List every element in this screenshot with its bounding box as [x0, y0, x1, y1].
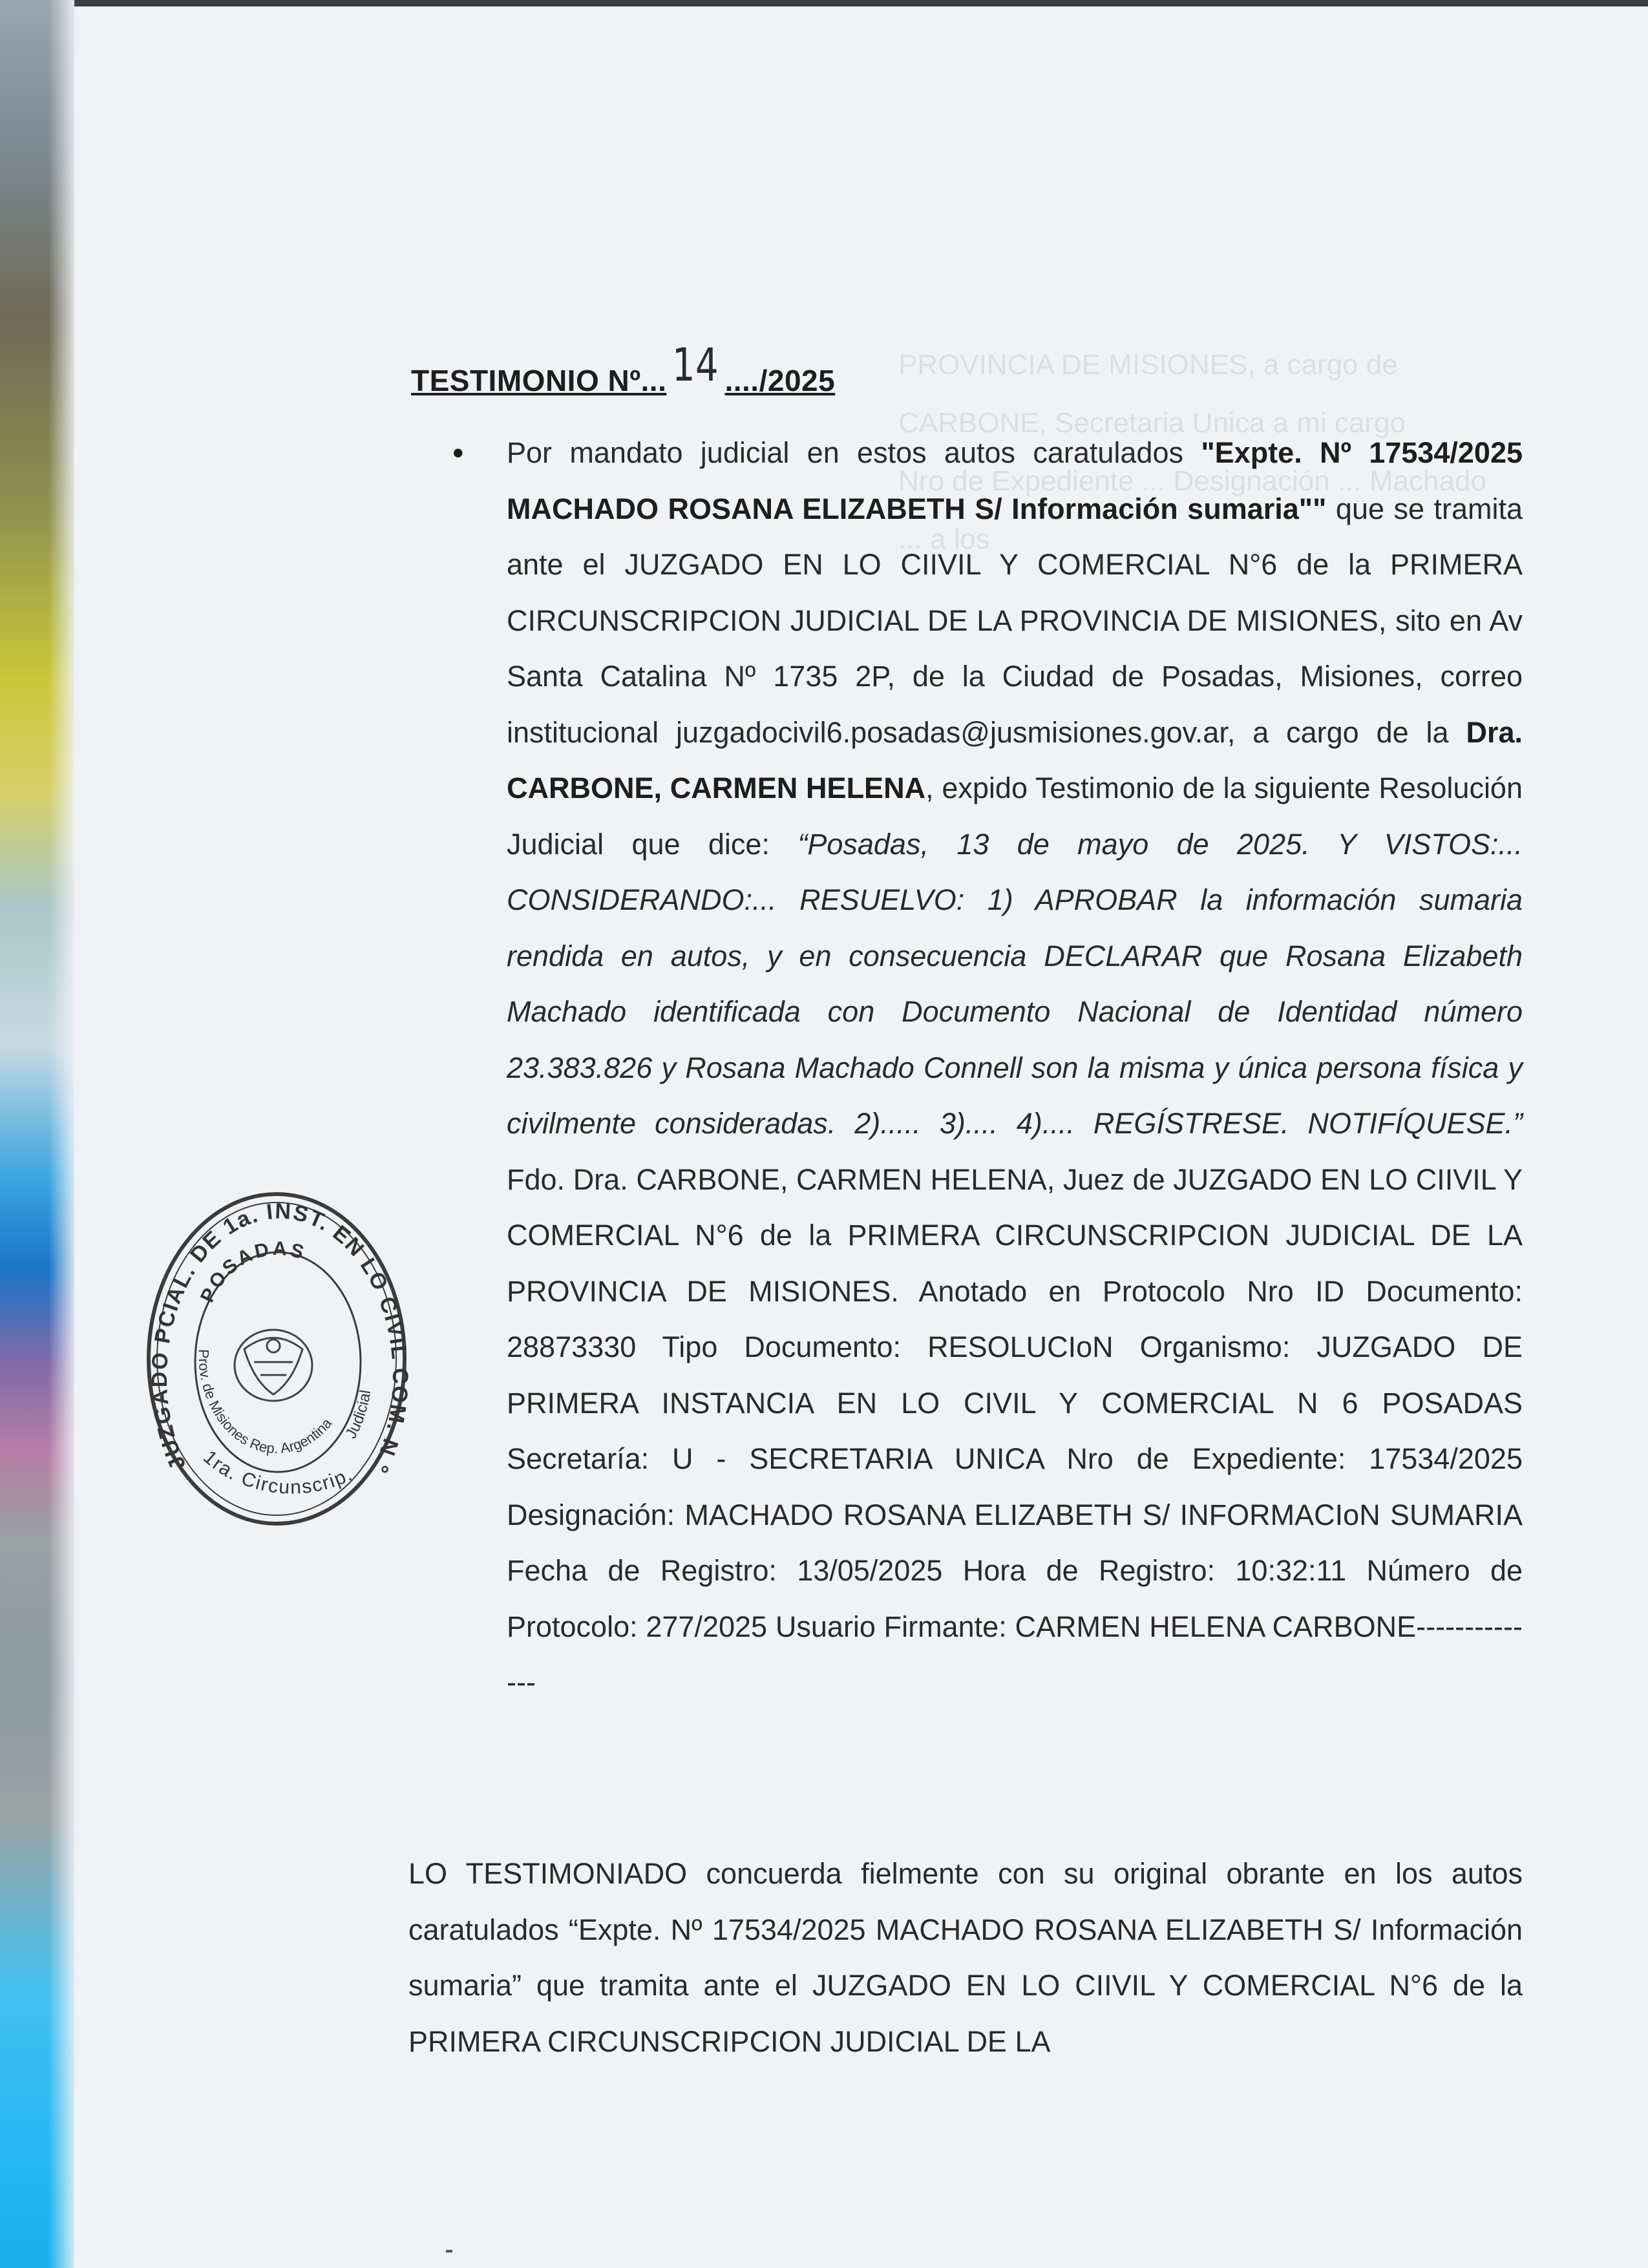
body-intro: Por mandato judicial en estos autos caratulados — [507, 436, 1201, 469]
bullet-icon: • — [452, 435, 464, 471]
seal-bottom-text: 1ra. Circunscrip. — [199, 1446, 357, 1498]
seal-graphic — [141, 1188, 412, 1530]
protocol-details: Fdo. Dra. CARBONE, CARMEN HELENA, Juez de JUZGADO EN LO CIIVIL Y COMERCIAL N°6 de la PRIMERA CIRCUNSCRIPCION JUDICIAL DE LA PROVINCIA DE MISIONES. Anotado en Protocolo Nro ID Documento: 28873330 Tipo Documento: RESOLUCIoN Organismo: JUZGADO DE PRIMERA INSTANCIA EN LO CIVIL Y COMERCIAL N 6 POSADAS Secretaría: U - SECRETARIA UNICA Nro de Expediente: 17534/2025 Designación: MACHADO ROSANA ELIZABETH S/ INFORMACIoN SUMARIA Fecha de Registro: 13/05/2025 Hora de Registro: 10:32:11 Número de Protocolo: 277/2025 Usuario Firmante: CARMEN HELENA CARBONE-------------- — [507, 1162, 1523, 1699]
testimonio-heading — [411, 339, 836, 402]
ghost-line: ... a los — [898, 523, 990, 555]
scan-top-edge — [74, 0, 1648, 6]
scanner-color-strip — [0, 0, 74, 2268]
seal-judicial-text: Judicial — [342, 1389, 375, 1442]
seal-center-text: POSADAS — [196, 1237, 309, 1306]
seal-outer-text: JUZGADO PCIAL. DE 1a. INST. EN LO CIVIL COM. N.° — [147, 1199, 412, 1478]
scan-speck — [446, 2250, 452, 2252]
handwritten-number: 14 — [672, 339, 719, 392]
case-title: "Expte. Nº 17534/2025 MACHADO ROSANA ELIZABETH S/ Información sumaria"" — [507, 436, 1523, 525]
svg-text:JUZGADO PCIAL. DE 1a. INST. EN — [141, 1188, 412, 1478]
seal-inner-text: Prov. de Misiones Rep. Argentina — [195, 1349, 335, 1457]
ghost-line: CARBONE, Secretaria Unica a mi cargo — [898, 407, 1406, 439]
judge-name: Dra. CARBONE, CARMEN HELENA — [507, 715, 1523, 804]
closing-paragraph: LO TESTIMONIADO concuerda fielmente con su original obrante en los autos caratulados “Expte. Nº 17534/2025 MACHADO ROSANA ELIZABETH S/ Información sumaria” que tramita ante el JUZGADO EN LO CIIVIL Y COMERCIAL N°6 de la PRIMERA CIRCUNSCRIPCION JUDICIAL DE LA — [408, 1857, 1523, 2058]
body-transition: , expido Testimonio de la siguiente Resolución Judicial que dice: — [507, 772, 1523, 861]
court-seal-stamp — [141, 1188, 412, 1530]
heading-suffix: ..../2025 — [724, 364, 836, 397]
svg-text:Prov. de Misiones Rep. Argenti — [196, 1349, 335, 1456]
heading-prefix: TESTIMONIO Nº... — [411, 364, 667, 397]
court-details: que se tramita ante el JUZGADO EN LO CIIVIL Y COMERCIAL N°6 de la PRIMERA CIRCUNSCRIPCION JUDICIAL DE LA PROVINCIA DE MISIONES, sito en Av Santa Catalina Nº 1735 2P, de la Ciudad de Posadas, Misiones, correo institucional juzgadocivil6.posadas@jusmisiones.gov.ar, a cargo de la — [507, 492, 1523, 749]
coat-of-arms-icon — [235, 1330, 312, 1401]
svg-text:Judicial — [343, 1389, 375, 1442]
ghost-line: PROVINCIA DE MISIONES, a cargo de — [898, 349, 1398, 381]
resolution-quote: “Posadas, 13 de mayo de 2025. Y VISTOS:... CONSIDERANDO:... RESUELVO: 1) APROBAR la información sumaria rendida en autos, y en consecuencia DECLARAR que Rosana Elizabeth Machado identificada con Documento Nacional de Identidad número 23.383.826 y Rosana Machado Connell son la misma y única persona física y civilmente consideradas. 2)..... 3).... 4).... REGÍSTRESE. NOTIFÍQUESE.” — [507, 827, 1523, 1140]
testimonio-body — [507, 425, 1523, 1711]
ghost-line: Nro de Expediente ... Designación ... Machado — [898, 465, 1486, 497]
